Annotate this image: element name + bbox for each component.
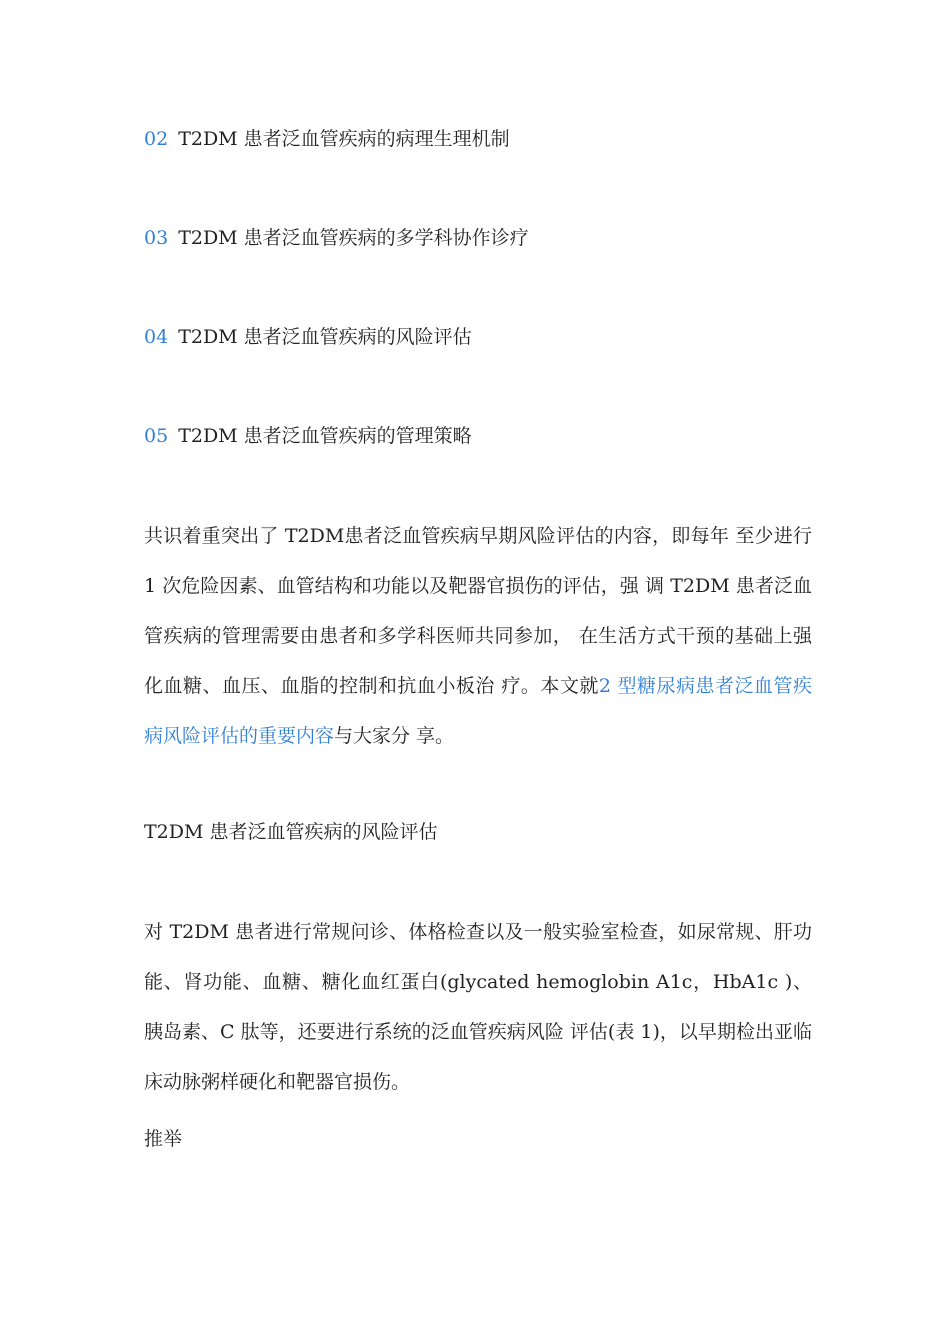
toc-number: 04 [144, 326, 169, 348]
toc-item-02[interactable] [144, 126, 510, 152]
body-paragraph: 对 T2DM 患者进行常规问诊、体格检查以及一般实验室检查，如尿常规、肝功能、肾功能、血糖、糖化血红蛋白(glycated hemoglobin A1c，HbA1c )、胰岛素、C 肽等，还要进行系统的泛血管疾病风险 评估(表 1)，以早期检出亚临床动脉粥样硬化和靶器官损伤。 [144, 921, 812, 1093]
toc-item-03[interactable] [144, 225, 529, 251]
toc-title: T2DM 患者泛血管疾病的管理策略 [178, 425, 472, 447]
toc-number: 02 [144, 128, 169, 150]
toc-number: 03 [144, 227, 169, 249]
toc-number: 05 [144, 425, 169, 447]
footer-word: 推举 [144, 1128, 183, 1150]
toc-title: T2DM 患者泛血管疾病的多学科协作诊疗 [178, 227, 529, 249]
section-heading: T2DM 患者泛血管疾病的风险评估 [144, 821, 438, 843]
toc-title: T2DM 患者泛血管疾病的病理生理机制 [178, 128, 510, 150]
intro-paragraph [144, 511, 812, 761]
article-link[interactable]: 2 型糖尿病患者泛血管疾病风险评估的重要内容 [144, 675, 812, 747]
toc-item-04[interactable] [144, 324, 472, 350]
toc-item-05[interactable] [144, 423, 472, 449]
intro-text-before-link: 共识着重突出了 T2DM患者泛血管疾病早期风险评估的内容，即每年 至少进行 1 次危险因素、血管结构和功能以及靶器官损伤的评估，强 调 T2DM 患者泛血管疾病的管理需要由患者和多学科医师共同参加， 在生活方式干预的基础上强化血糖、血压、血脂的控制和抗血小板治 疗。本文就 [144, 525, 812, 697]
intro-text-after-link: 与大家分 享。 [334, 725, 455, 747]
toc-title: T2DM 患者泛血管疾病的风险评估 [178, 326, 472, 348]
